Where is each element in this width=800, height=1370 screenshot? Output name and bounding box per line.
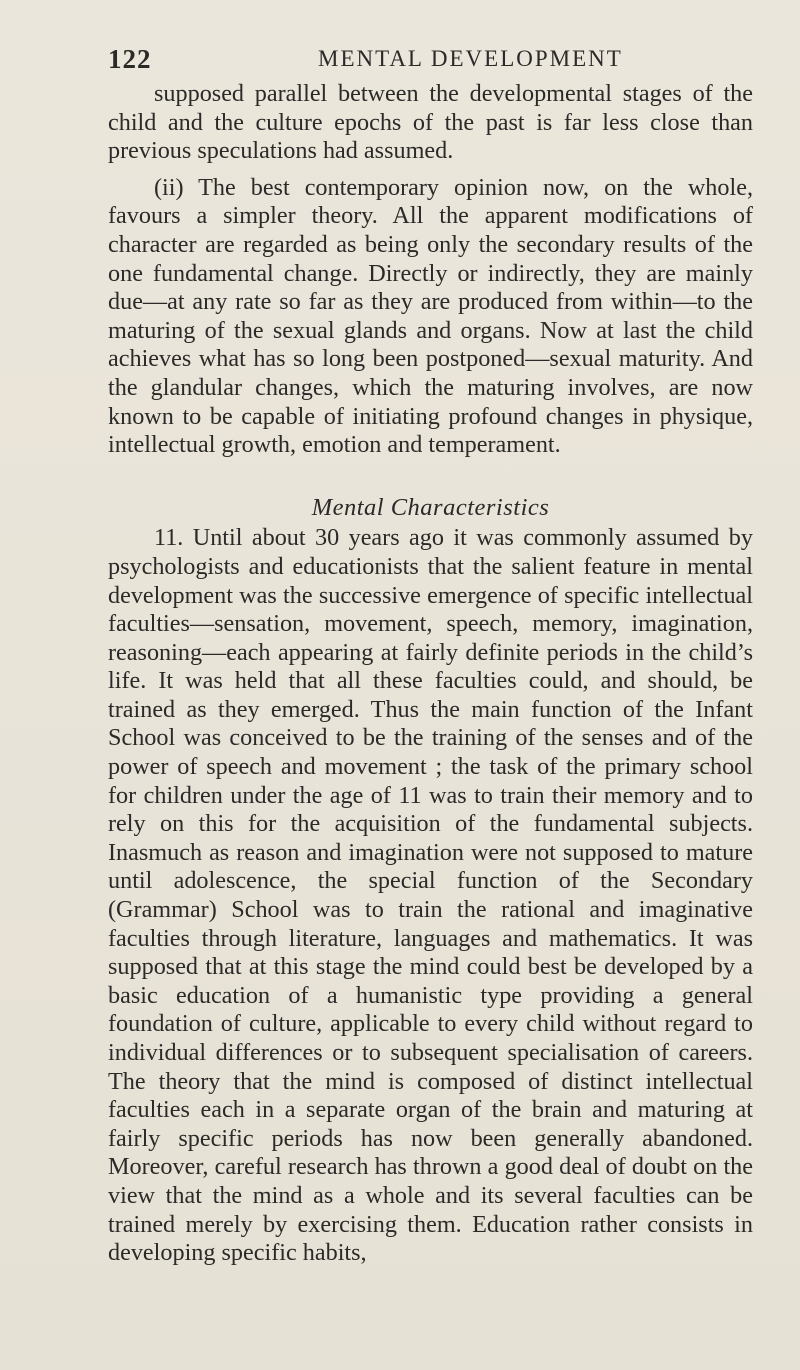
running-head: MENTAL DEVELOPMENT xyxy=(318,46,623,71)
paragraph-section-11: 11. Until about 30 years ago it was commonly assumed by psychologists and educationists that the salient feature in mental development was the successive emergence of specific intellectual faculties—sensation, movement, speech, memory, imagination, reasoning—each appearing at fairly definite periods in the child’s life. It was held that all these faculties could, and should, be trained as they emerged. Thus the main function of the Infant School was conceived to be the training of the senses and of the power of speech and movement ; the task of the primary school for children under the age of 11 was to train their memory and to rely on this for the acquisition of the fundamental subjects. Inasmuch as reason and imagination were not supposed to mature until adolescence, the special function of the Secondary (Grammar) School was to train the rational and imaginative faculties through literature, languages and mathematics. It was supposed that at this stage the mind could best be developed by a basic education of a humanistic type providing a general foundation of culture, applicable to every child without regard to individual differences or to subsequent specialisation of careers. The theory that the mind is composed of distinct intellectual faculties each in a separate organ of the brain and maturing at fairly specific periods has now been generally abandoned. Moreover, careful research has thrown a good deal of doubt on the view that the mind as a whole and its several faculties can be trained merely by exercising them. Education rather consists in developing specific habits, xyxy=(108,524,753,1267)
body-text xyxy=(108,80,753,1268)
page-number: 122 xyxy=(108,44,152,74)
section-heading: Mental Characteristics xyxy=(311,493,550,521)
paragraph-item-ii: (ii) The best contemporary opinion now, on the whole, favours a simpler theory. All the apparent modifications of character are regarded as being only the secondary results of the one fundamental change. Directly or indirectly, they are mainly due—at any rate so far as they are produced from within—to the maturing of the sexual glands and organs. Now at last the child achieves what has so long been postponed—sexual maturity. And the glandular changes, which the maturing involves, are now known to be capable of initiating profound changes in physique, intellectual growth, emotion and temperament. xyxy=(108,173,753,459)
page-header xyxy=(108,44,748,80)
paragraph-opening: supposed parallel between the developmental stages of the child and the culture epochs of the past is far less close than previous speculations had assumed. xyxy=(108,80,753,165)
